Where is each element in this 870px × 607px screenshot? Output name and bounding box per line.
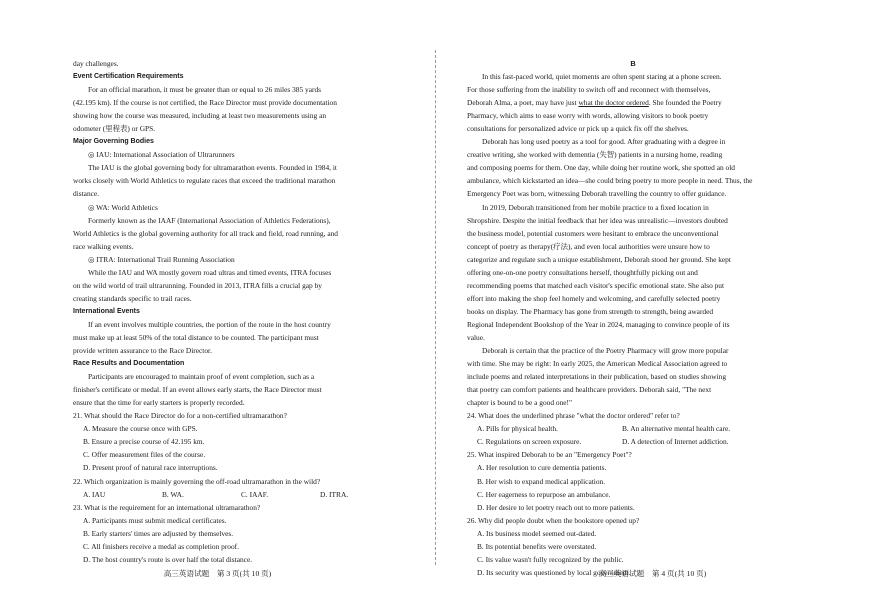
wa-title: ◎ WA: World Athletics bbox=[88, 202, 158, 212]
answer-option: C. Regulations on screen exposure. bbox=[477, 437, 582, 447]
body-line: with time. She may be right: In early 2025, the American Medical Association agreed to bbox=[467, 359, 728, 369]
international-events-heading: International Events bbox=[73, 307, 140, 315]
underlined-phrase: what the doctor ordered bbox=[578, 98, 649, 108]
race-results-heading: Race Results and Documentation bbox=[73, 360, 185, 368]
answer-option: A. Pills for physical health. bbox=[477, 424, 558, 434]
answer-option: B. Ensure a precise course of 42.195 km. bbox=[83, 437, 205, 447]
answer-option: A. IAU bbox=[83, 489, 106, 499]
answer-option: C. Her eagerness to repurpose an ambulance. bbox=[477, 489, 611, 499]
question-26-stem: 26. Why did people doubt when the bookstore opened up? bbox=[467, 515, 640, 525]
itra-title: ◎ ITRA: International Trail Running Association bbox=[88, 254, 235, 264]
question-24-options-row bbox=[467, 435, 799, 448]
body-line: on the wild world of trail ultrarunning. Founded in 2013, ITRA fills a crucial gap by bbox=[73, 280, 322, 290]
body-line: chapter is bound to be a good one!" bbox=[467, 398, 573, 408]
answer-option: C. Its value wasn't fully recognized by the public. bbox=[477, 554, 624, 564]
body-line: must make up at least 50% of the total distance to be counted. The participant must bbox=[73, 332, 319, 342]
body-line: Participants are encouraged to maintain proof of event completion, such as a bbox=[88, 372, 315, 382]
answer-option: C. All finishers receive a medal as completion proof. bbox=[83, 541, 239, 551]
answer-option: D. The host country's route is over half the total distance. bbox=[83, 554, 253, 564]
section-label: B bbox=[630, 59, 636, 68]
event-certification-heading: Event Certification Requirements bbox=[73, 73, 184, 81]
answer-option: A. Its business model seemed out-dated. bbox=[477, 528, 597, 538]
body-line: ensure that the time for early starters is properly recorded. bbox=[73, 398, 245, 408]
body-line: In 2019, Deborah transitioned from her mobile practice to a fixed location in bbox=[482, 202, 709, 212]
answer-option: B. Its potential benefits were overstated. bbox=[477, 541, 597, 551]
body-line: distance. bbox=[73, 189, 100, 199]
answer-option: B. Her wish to expand medical application. bbox=[477, 476, 606, 486]
body-line: While the IAU and WA mostly govern road ultras and timed events, ITRA focuses bbox=[88, 267, 332, 277]
body-line: In this fast-paced world, quiet moments are often spent staring at a phone screen. bbox=[482, 72, 722, 82]
body-line: race walking events. bbox=[73, 241, 134, 251]
right-page-column bbox=[467, 57, 799, 579]
body-line: categorize and regulate such a unique establishment, Deborah stood her ground. She kept bbox=[467, 254, 731, 264]
question-24-stem: 24. What does the underlined phrase "what the doctor ordered" refer to? bbox=[467, 411, 680, 421]
body-line: that poetry can comfort patients and healthcare providers. Deborah said, "The next bbox=[467, 385, 712, 395]
answer-option: B. WA. bbox=[162, 489, 184, 499]
body-line: creating standards specific to trail races. bbox=[73, 293, 192, 303]
answer-option: A. Participants must submit medical certificates. bbox=[83, 515, 227, 525]
body-line: provide written assurance to the Race Director. bbox=[73, 346, 212, 356]
answer-option: D. A detection of Internet addiction. bbox=[622, 437, 729, 447]
answer-option: D. Present proof of natural race interruptions. bbox=[83, 463, 218, 473]
body-line: creative writing, she worked with dementia (失智) patients in a nursing home, reading bbox=[467, 150, 723, 160]
intro-tail: day challenges. bbox=[73, 59, 119, 68]
answer-option: A. Her resolution to cure dementia patients. bbox=[477, 463, 607, 473]
body-line: books on display. The Pharmacy has gone from strength to strength, being awarded bbox=[467, 306, 714, 316]
body-line: For an official marathon, it must be greater than or equal to 26 miles 385 yards bbox=[88, 85, 322, 95]
body-line bbox=[467, 96, 799, 109]
body-line: offering one-on-one poetry consultations herself, thoughtfully picking out and bbox=[467, 267, 698, 277]
body-line: Deborah is certain that the practice of the Poetry Pharmacy will grow more popular bbox=[482, 346, 729, 356]
answer-option: D. Her desire to let poetry reach out to more patients. bbox=[477, 502, 635, 512]
body-line: World Athletics is the global governing authority for all track and field, road running, and bbox=[73, 228, 338, 238]
question-24-options-row bbox=[467, 422, 799, 435]
body-line: Shropshire. Despite the initial feedback that her idea was unrealistic—investors doubted bbox=[467, 215, 728, 225]
body-line: For those suffering from the inability to switch off and reconnect with themselves, bbox=[467, 85, 711, 95]
text-run: . She founded the Poetry bbox=[648, 98, 722, 108]
body-line: Regional Independent Bookshop of the Year in 2024, managing to convince people of its bbox=[467, 319, 730, 329]
answer-option: A. Measure the course once with GPS. bbox=[83, 424, 198, 434]
column-divider bbox=[435, 50, 436, 565]
question-23-stem: 23. What is the requirement for an international ultramarathon? bbox=[73, 502, 261, 512]
question-21-stem: 21. What should the Race Director do for a non-certified ultramarathon? bbox=[73, 411, 287, 421]
question-25-stem: 25. What inspired Deborah to be an "Emergency Poet"? bbox=[467, 450, 632, 460]
body-line: concept of poetry as therapy(疗法), and even local authorities were unsure how to bbox=[467, 241, 710, 251]
body-line: Pharmacy, which aims to ease worry with words, allowing visitors to book poetry bbox=[467, 111, 709, 121]
answer-option: D. ITRA. bbox=[320, 489, 349, 499]
body-line: odometer (里程表) or GPS. bbox=[73, 124, 156, 134]
question-22-options bbox=[73, 488, 403, 501]
body-line: If an event involves multiple countries, the portion of the route in the host country bbox=[88, 319, 331, 329]
body-line: Emergency Poet was born, witnessing Deborah travelling the country to offer guidance. bbox=[467, 189, 727, 199]
body-line: effort into making the shop feel homely and welcoming, and carefully selected poetry bbox=[467, 293, 721, 303]
body-line: the business model, potential customers were hesitant to embrace the unconventional bbox=[467, 228, 719, 238]
text-run: Deborah Alma, a poet, may have just bbox=[467, 98, 579, 108]
answer-option: B. Early starters' times are adjusted by themselves. bbox=[83, 528, 234, 538]
body-line: finisher's certificate or medal. If an event allows early starts, the Race Director must bbox=[73, 385, 322, 395]
answer-option: D. Its security was questioned by local government. bbox=[477, 567, 631, 577]
body-line: recommending poems that matched each visitor's specific emotional state. She also put bbox=[467, 280, 725, 290]
governing-bodies-heading: Major Governing Bodies bbox=[73, 138, 154, 146]
body-line: and composing poems for them. One day, while doing her routine work, she spotted an old bbox=[467, 163, 735, 173]
body-line: works closely with World Athletics to regulate races that exceed the traditional marathon bbox=[73, 176, 336, 186]
body-line: Formerly known as the IAAF (International Association of Athletics Federations), bbox=[88, 215, 331, 225]
answer-option: C. IAAF. bbox=[241, 489, 269, 499]
page-footer-left: 高三英语试题 第 3 页(共 10 页) bbox=[163, 569, 272, 578]
body-line: The IAU is the global governing body for ultramarathon events. Founded in 1984, it bbox=[88, 163, 337, 173]
iau-title: ◎ IAU: International Association of Ultrarunners bbox=[88, 150, 235, 160]
answer-option: B. An alternative mental health care. bbox=[622, 424, 731, 434]
body-line: (42.195 km). If the course is not certified, the Race Director must provide documentation bbox=[73, 98, 337, 108]
body-line: consultations for personalized advice or pick up a quick fix off the shelves. bbox=[467, 124, 689, 134]
body-line: ambulance, which kickstarted an idea—she could bring poetry to more people in need. Thus, the bbox=[467, 176, 753, 186]
question-22-stem: 22. Which organization is mainly governing the off-road ultramarathon in the wild? bbox=[73, 476, 321, 486]
body-line: include poems and related interpretations in their publication, based on studies showing bbox=[467, 372, 727, 382]
answer-option: C. Offer measurement files of the course. bbox=[83, 450, 206, 460]
body-line: showing how the course was measured, including at least two measurements using an bbox=[73, 111, 327, 121]
left-page-column bbox=[73, 57, 403, 566]
page-footer-right: 高三英语试题 第 4 页(共 10 页) bbox=[598, 569, 707, 578]
body-line: value. bbox=[467, 332, 485, 342]
body-line: Deborah has long used poetry as a tool for good. After graduating with a degree in bbox=[482, 137, 726, 147]
